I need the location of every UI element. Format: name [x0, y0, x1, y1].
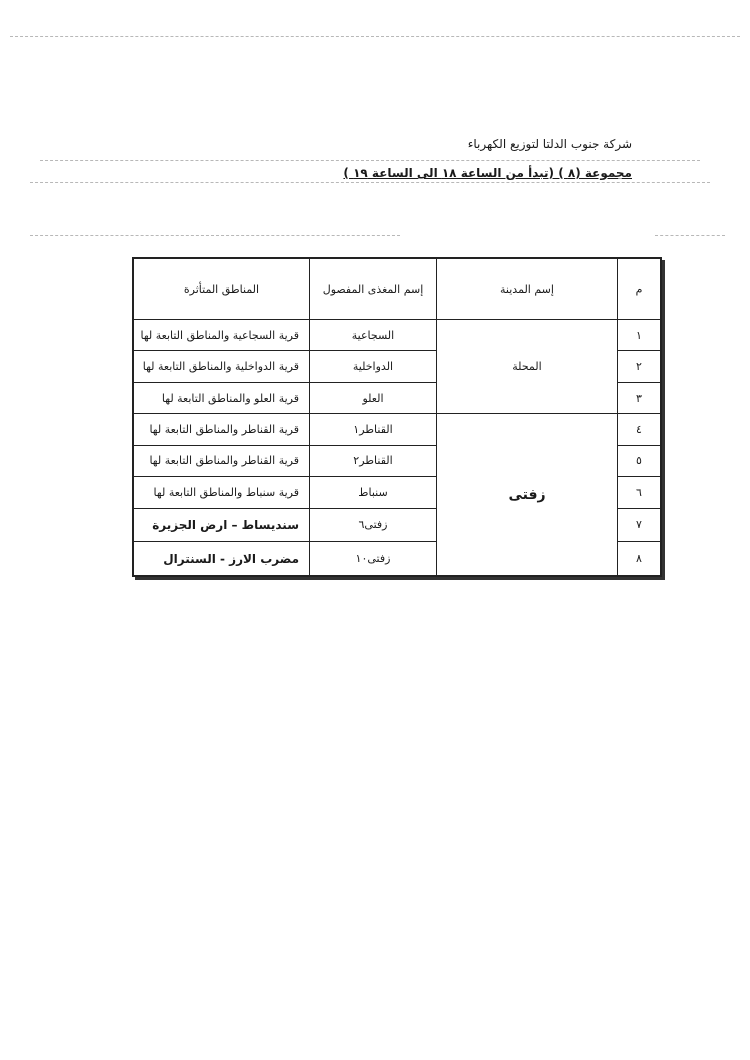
area-cell: قرية القناطر والمناطق التابعة لها: [134, 414, 310, 445]
row-number: ٢: [618, 351, 661, 382]
scan-line-top: [10, 36, 740, 37]
row-number: ٥: [618, 445, 661, 476]
header-feeder: إسم المغذى المفصول: [310, 259, 437, 320]
outage-table-grid: [133, 258, 661, 576]
row-number: ٧: [618, 508, 661, 542]
row-number: ٨: [618, 542, 661, 576]
feeder-cell: زفتى٦: [310, 508, 437, 542]
header-areas: المناطق المتأثرة: [134, 259, 310, 320]
city-cell: زفتى: [437, 414, 618, 576]
scan-line-mid: [40, 160, 700, 161]
feeder-cell: العلو: [310, 382, 437, 413]
table-header-row: [134, 259, 661, 320]
city-cell: المحلة: [437, 320, 618, 414]
scan-line-mid-2: [30, 182, 710, 183]
feeder-cell: القناطر٢: [310, 445, 437, 476]
header-city: إسم المدينة: [437, 259, 618, 320]
scan-line-lower-right: [655, 235, 725, 236]
feeder-cell: السجاعية: [310, 320, 437, 351]
feeder-cell: سنباط: [310, 477, 437, 508]
header-number: م: [618, 259, 661, 320]
group-title: مجموعة (٨ ) (تبدأ من الساعة ١٨ الى الساعة ١٩ ): [343, 166, 632, 180]
area-cell: قرية الدواخلية والمناطق التابعة لها: [134, 351, 310, 382]
feeder-cell: القناطر١: [310, 414, 437, 445]
row-number: ٣: [618, 382, 661, 413]
feeder-cell: الدواخلية: [310, 351, 437, 382]
area-cell: مضرب الارز - السنترال: [134, 542, 310, 576]
table-row: [134, 414, 661, 445]
row-number: ١: [618, 320, 661, 351]
area-cell: سنديساط – ارض الجزيرة: [134, 508, 310, 542]
feeder-cell: زفتى١٠: [310, 542, 437, 576]
outage-table: [132, 257, 662, 577]
area-cell: قرية القناطر والمناطق التابعة لها: [134, 445, 310, 476]
row-number: ٦: [618, 477, 661, 508]
row-number: ٤: [618, 414, 661, 445]
area-cell: قرية سنباط والمناطق التابعة لها: [134, 477, 310, 508]
scan-line-lower: [30, 235, 400, 236]
company-name: شركة جنوب الدلتا لتوزيع الكهرباء: [467, 137, 632, 151]
area-cell: قرية العلو والمناطق التابعة لها: [134, 382, 310, 413]
area-cell: قرية السجاعية والمناطق التابعة لها: [134, 320, 310, 351]
table-row: [134, 320, 661, 351]
